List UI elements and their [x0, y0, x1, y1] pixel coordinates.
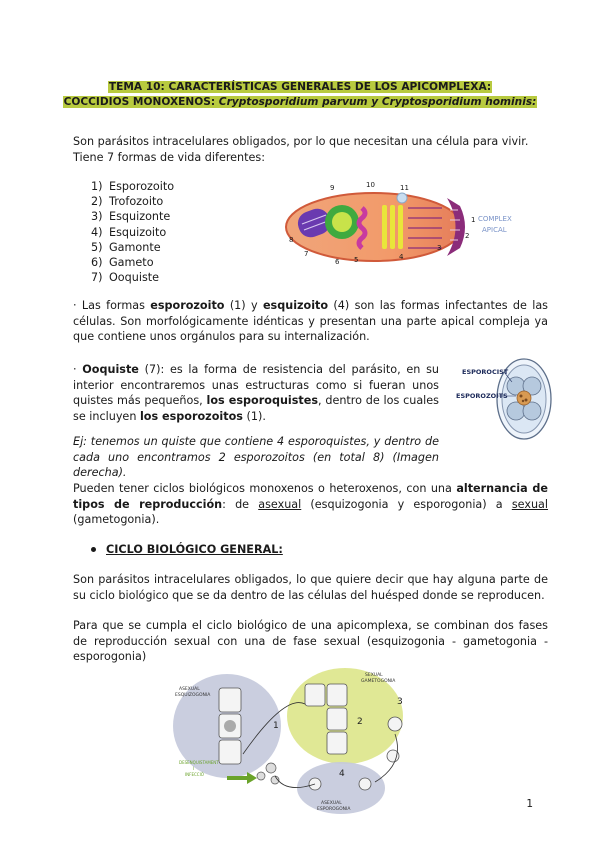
- life-forms-list: [91, 179, 174, 285]
- label-8: 8: [289, 236, 294, 244]
- label-11: 11: [400, 184, 409, 192]
- list-item: 5) Gamonte: [91, 240, 161, 254]
- infeccio-label: INFECCIÓ: [185, 772, 204, 777]
- label-2: 2: [465, 232, 470, 240]
- esquizogonia-label: ESQUIZOGONIA: [175, 693, 211, 698]
- section-heading: CICLO BIOLÓGICO GENERAL:: [91, 542, 283, 558]
- bullet-icon: [91, 547, 96, 552]
- esporozoits-label: ESPOROZOITS: [456, 392, 508, 400]
- label-1: 1: [471, 216, 476, 224]
- esporocist-label: ESPOROCIST: [462, 368, 509, 376]
- list-item: 4) Esquizoito: [91, 225, 167, 239]
- paragraph-example: Ej: tenemos un quiste que contiene 4 esporoquistes, y dentro de cada uno encontramos 2 esporozoitos (en total 8) (Imagen derecha).: [73, 435, 439, 479]
- paragraph-oocyst: · Ooquiste (7): es la forma de resistencia del parásito, en su interior encontraremos unas estructuras como si fueran unos quistes más pequeños, los esporoquistes, dentro de los cuales se incluyen los esporozoitos (1).: [73, 363, 440, 423]
- stage-1-label: 1: [273, 721, 279, 731]
- intro-paragraph: Son parásitos intracelulares obligados, por lo que necesitan una célula para vivir. Tiene 7 formas de vida diferentes:: [73, 135, 529, 164]
- title-line-1: TEMA 10: CARACTERÍSTICAS GENERALES DE LOS APICOMPLEXA:: [108, 81, 492, 93]
- paragraph-cycle: Para que se cumpla el ciclo biológico de una apicomplexa, se combinan dos fases de reproducción sexual con una de fase sexual (esquizogonia - gametogonia - esporogonia): [73, 619, 548, 663]
- paragraph-intracellular: Son parásitos intracelulares obligados, lo que quiere decir que hay alguna parte de su ciclo biológico que se da dentro de las células del huésped donde se reproducen.: [73, 573, 548, 602]
- asexual-label: ASEXUAL: [179, 687, 200, 692]
- label-3: 3: [437, 244, 442, 252]
- label-9: 9: [330, 184, 335, 192]
- document-title: [60, 80, 540, 110]
- list-item: 3) Esquizonte: [91, 210, 171, 224]
- label-4: 4: [399, 253, 404, 261]
- oocyst-diagram: [452, 356, 552, 442]
- stage-4-label: 4: [339, 769, 345, 779]
- label-5: 5: [354, 256, 359, 264]
- complex-label: COMPLEX: [478, 215, 512, 223]
- desenquistament-label: DESENQUISTAMENT: [179, 760, 219, 765]
- sexual-label: SEXUAL: [365, 673, 383, 678]
- label-10: 10: [366, 181, 375, 189]
- life-cycle-diagram: [165, 664, 449, 816]
- conjunction-label: I: [193, 766, 195, 771]
- sporozoite-diagram: [282, 180, 520, 280]
- apical-label: APICAL: [482, 226, 507, 234]
- page-number: 1: [526, 798, 533, 810]
- list-item: 2) Trofozoito: [91, 195, 164, 209]
- paragraph-infectant-forms: · Las formas esporozoito (1) y esquizoito (4) son las formas infectantes de las células. Son morfológicamente idénticas y presentan una parte apical compleja ya que contiene unos orgánulos para su internalización.: [73, 299, 548, 343]
- gametogonia-label: GAMETOGONIA: [361, 679, 396, 684]
- list-item: 7) Ooquiste: [91, 271, 160, 285]
- list-item: 1) Esporozoito: [91, 180, 175, 193]
- esporogonia-label: ESPOROGONIA: [317, 807, 351, 812]
- title-line-2: COCCIDIOS MONOXENOS: Cryptosporidium parvum y Cryptosporidium hominis:: [63, 96, 537, 108]
- asexual-label-2: ASEXUAL: [321, 801, 342, 806]
- label-7: 7: [304, 250, 309, 258]
- stage-2-label: 2: [357, 717, 363, 727]
- paragraph-reproduction: Pueden tener ciclos biológicos monoxenos o heteroxenos, con una alternancia de tipos de reproducción: de asexual (esquizogonia y esporogonia) a sexual (gametogonia).: [73, 482, 549, 526]
- label-6: 6: [335, 258, 340, 266]
- list-item: 6) Gameto: [91, 255, 154, 269]
- stage-3-label: 3: [397, 697, 403, 707]
